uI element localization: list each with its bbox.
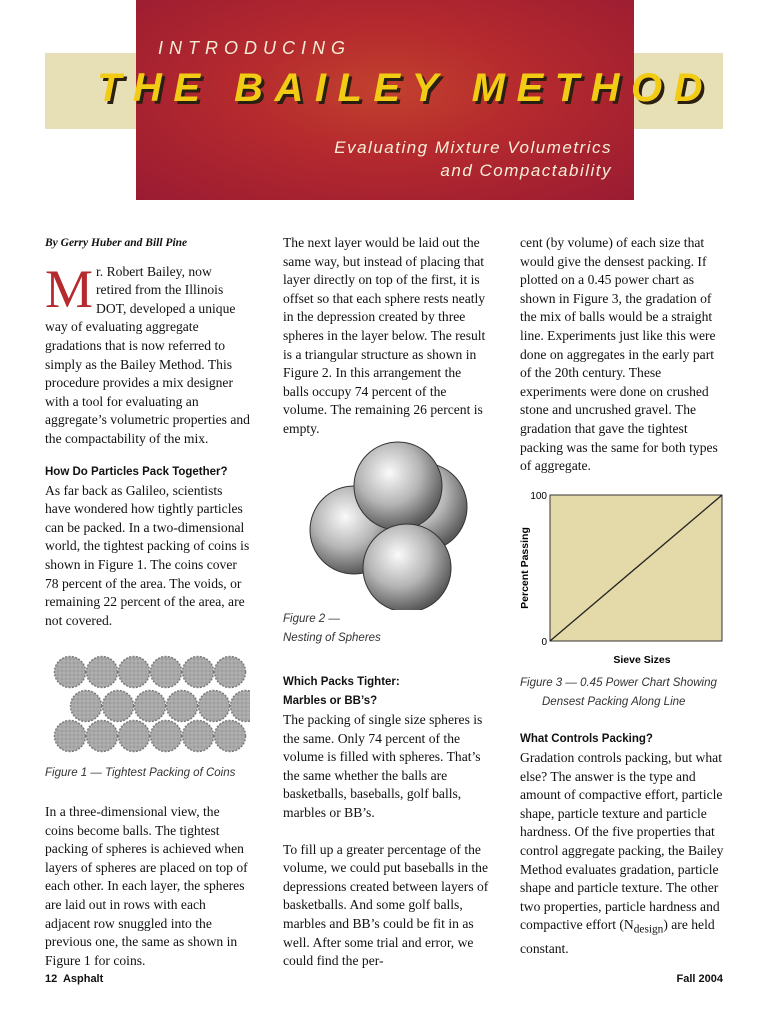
figure-2-spheres <box>290 440 480 610</box>
paragraph: The next layer would be laid out the same way, but instead of placing that layer directly on top of the first, it is offset so that each sphere rests neatly in the depression created by three spheres in the layer below. The result is a triangular structure as shown in Figure 2. In this arrangement the balls occupy 74 percent of the volume. The remaining 26 percent is empty. <box>283 235 486 436</box>
section-heading-line-1: Which Packs Tighter: <box>283 676 400 688</box>
figure-2-caption <box>283 610 483 648</box>
intro-text: r. Robert Bailey, now retired from the Illinois DOT, developed a unique way of evaluating aggregate gradations that is now referred to simply as the Bailey Method. This procedure provides a mix designer with a tool for evaluating an aggregate’s volumetric properties and the compactability of the mix. <box>45 263 250 446</box>
subtitle-line-1: Evaluating Mixture Volumetrics <box>334 138 612 157</box>
drop-cap: M <box>45 258 94 319</box>
coin <box>231 691 251 722</box>
figure-3-caption <box>520 674 730 712</box>
coin <box>199 691 230 722</box>
column-1-bottom <box>45 803 250 970</box>
figure-1-caption: Figure 1 — Tightest Packing of Coins <box>45 767 236 779</box>
coin <box>215 721 246 752</box>
coin <box>151 721 182 752</box>
footer-issue: Fall 2004 <box>676 973 723 985</box>
subtitle <box>260 136 612 182</box>
coin <box>55 721 86 752</box>
paragraph-text: Gradation controls packing, but what else? The answer is the type and amount of compactive effort, particle shape, particle texture and particle hardness. Of the five properties that control aggregate packing, the Bailey Method evaluates gradation, particle shape and particle texture. The other two properties, particle hardness and compactive effort (N <box>520 750 724 933</box>
figure-2-caption-line-1: Figure 2 — <box>283 613 340 625</box>
coin <box>183 721 214 752</box>
intro-paragraph <box>45 258 250 449</box>
figure-2-caption-line-2: Nesting of Spheres <box>283 632 381 644</box>
sphere <box>363 524 451 610</box>
column-2-bottom <box>283 673 489 971</box>
figure-1-coins <box>45 650 250 760</box>
page-title: THE BAILEY METHOD <box>97 66 715 110</box>
coin <box>55 657 86 688</box>
section-heading: What Controls Packing? <box>520 733 653 745</box>
paragraph: The packing of single size spheres is the same. Only 74 percent of the volume is filled with spheres. That’s the same whether the balls are basketballs, baseballs, golf balls, marbles or BB’s. <box>283 712 483 820</box>
coin <box>183 657 214 688</box>
column-3 <box>520 234 725 476</box>
column-1 <box>45 234 250 630</box>
coin <box>119 657 150 688</box>
figure-3-caption-line-1: Figure 3 — 0.45 Power Chart Showing <box>520 677 717 689</box>
column-3-bottom <box>520 730 725 958</box>
coin <box>135 691 166 722</box>
coin <box>71 691 102 722</box>
coin <box>167 691 198 722</box>
column-2 <box>283 234 489 439</box>
paragraph: cent (by volume) of each size that would give the densest packing. If plotted on a 0.45 power chart as shown in Figure 3, the gradation of the mix of balls would be a straight line. Experiments just like this were done on aggregates in the early part of the 20th century. These experiments were done on crushed stone and uncrushed gravel. The gradation that gave the tightest packing was the same for both types of aggregate. <box>520 235 718 474</box>
coin <box>215 657 246 688</box>
section-heading-line-2: Marbles or BB’s? <box>283 695 378 707</box>
subtitle-line-2: and Compactability <box>440 161 612 180</box>
coin <box>151 657 182 688</box>
coin <box>119 721 150 752</box>
coin <box>103 691 134 722</box>
sphere <box>354 442 442 530</box>
paragraph: As far back as Galileo, scientists have wondered how tightly particles can be packed. In a two-dimensional world, the tightest packing of coins is shown in Figure 1. The coins cover 78 percent of the area. The voids, or remaining 22 percent of the area, are not covered. <box>45 482 250 628</box>
paragraph-text-end: ) are held constant. <box>520 917 715 956</box>
y-tick-label: 0 <box>541 637 547 648</box>
coin <box>87 657 118 688</box>
y-axis-label: Percent Passing <box>519 527 531 609</box>
subscript: design <box>633 924 664 937</box>
byline: By Gerry Huber and Bill Pine <box>45 237 188 249</box>
paragraph: In a three-dimensional view, the coins become balls. The tightest packing of spheres is achieved when layers of spheres are placed on top of each other. In each layer, the spheres are laid out in rows with each adjacent row snuggled into the previous one, the same as shown in Figure 1 for coins. <box>45 804 248 968</box>
coin <box>87 721 118 752</box>
x-axis-label: Sieve Sizes <box>613 654 671 666</box>
paragraph: To fill up a greater percentage of the volume, we could put baseballs in the depressions created between layers of basketballs. And some golf balls, marbles and BB’s could be fit in as well. After some trial and error, we could find the per- <box>283 841 489 969</box>
kicker: INTRODUCING <box>158 38 351 58</box>
y-tick-label: 100 <box>530 491 547 502</box>
figure-3-caption-line-2: Densest Packing Along Line <box>542 696 686 708</box>
footer-page-info: 12 Asphalt <box>45 973 104 985</box>
figure-3-chart <box>515 485 727 670</box>
section-heading: How Do Particles Pack Together? <box>45 465 228 478</box>
paragraph <box>520 749 725 958</box>
